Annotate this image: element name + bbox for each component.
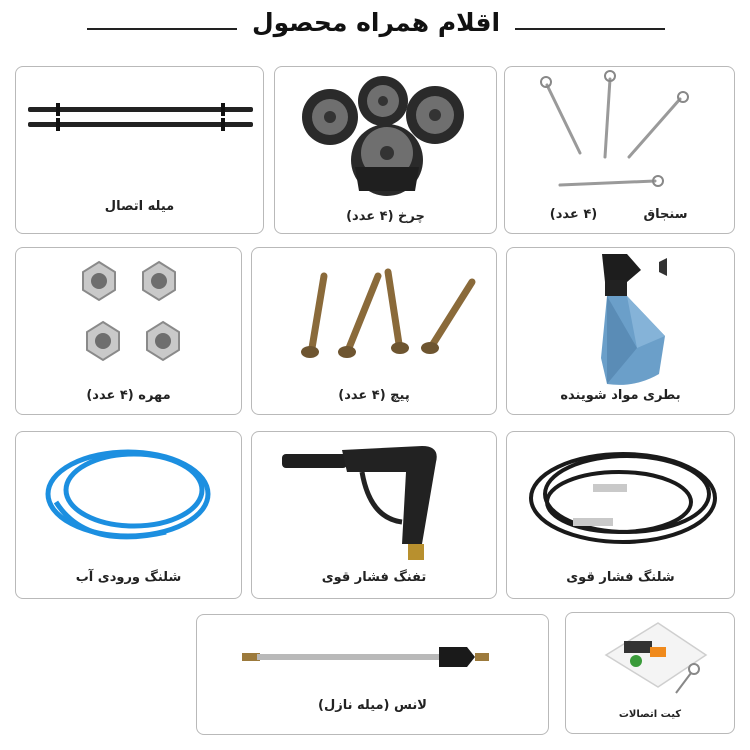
- item-card-pins: [504, 66, 735, 234]
- connecting-rod-label: میله اتصال: [104, 199, 175, 214]
- item-card-lance: [196, 614, 549, 735]
- fittings-kit-label: کیت اتصالات: [618, 709, 682, 720]
- page-title: اقلام همراه محصول: [251, 8, 501, 37]
- high-pressure-hose-label: شلنگ فشار قوی: [566, 570, 675, 585]
- screws-label: پیچ (۴ عدد): [338, 388, 410, 403]
- lance-label: لانس (میله نازل): [318, 698, 427, 713]
- item-card-connecting-rod: [15, 66, 264, 234]
- section-header: [0, 0, 750, 60]
- header-divider-left: [87, 28, 237, 30]
- lance-icon: [197, 615, 549, 735]
- item-card-fittings-kit: [565, 612, 735, 734]
- item-card-high-pressure-hose: [506, 431, 735, 599]
- item-card-detergent-bottle: [506, 247, 735, 415]
- item-card-high-pressure-gun: [251, 431, 497, 599]
- inlet-hose-label: شلنگ ورودی آب: [75, 570, 182, 585]
- pins-label: سنجاق: [643, 207, 688, 222]
- high-pressure-gun-label: تفنگ فشار قوی: [321, 570, 427, 585]
- item-card-inlet-hose: [15, 431, 242, 599]
- item-card-wheels: [274, 66, 497, 234]
- detergent-bottle-label: بطری مواد شوینده: [560, 388, 681, 403]
- pins-count: (۴ عدد): [549, 207, 598, 222]
- wheels-label: چرخ (۴ عدد): [346, 209, 425, 224]
- nuts-label: مهره (۴ عدد): [86, 388, 171, 403]
- item-card-screws: [251, 247, 497, 415]
- item-card-nuts: [15, 247, 242, 415]
- header-divider-right: [515, 28, 665, 30]
